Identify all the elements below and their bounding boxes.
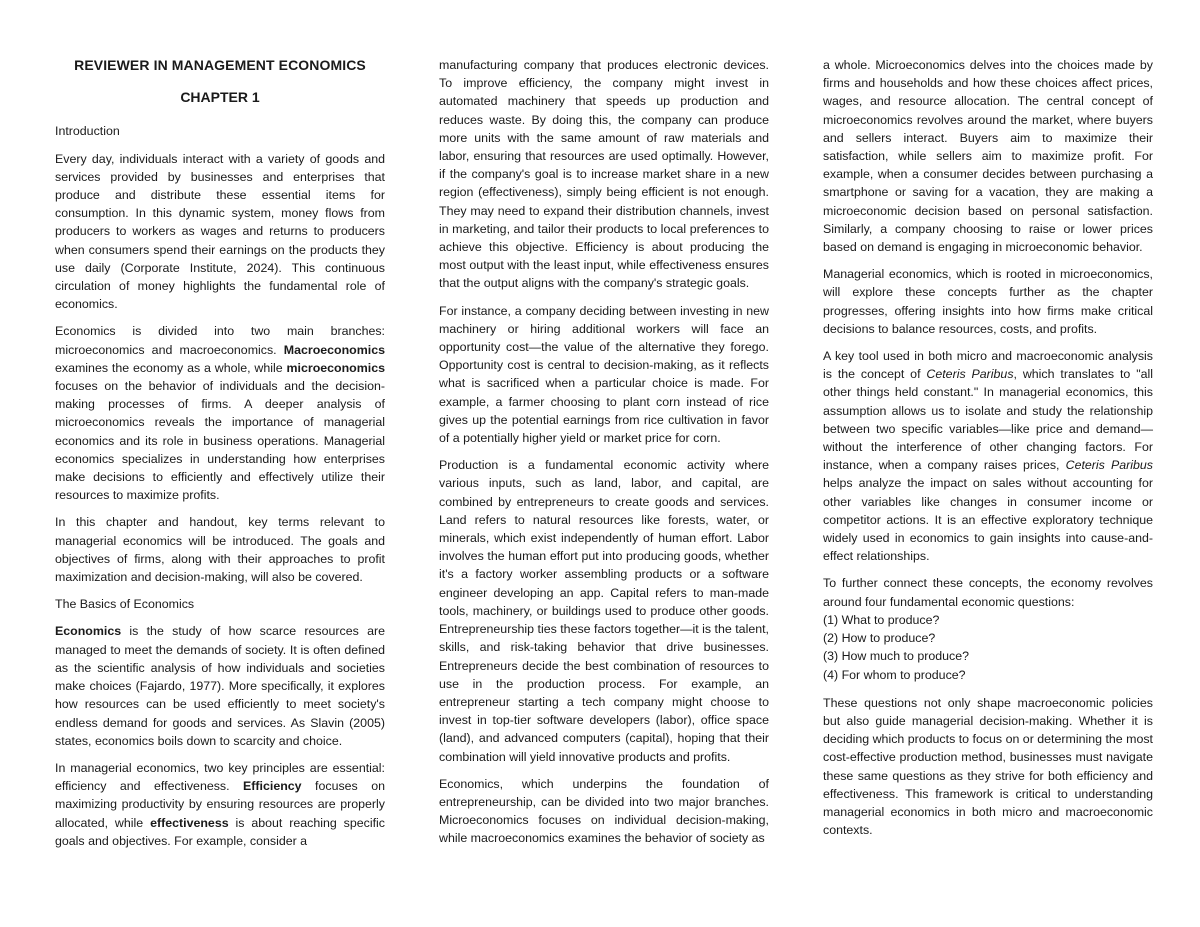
column-2	[439, 56, 769, 927]
term-macroeconomics: Macroeconomics	[283, 342, 385, 357]
term-economics: Economics	[55, 624, 122, 639]
basics-paragraph-2	[55, 759, 385, 850]
text-run: focuses on the behavior of individuals and the decision-making processes of firms. A deeper analysis of microeconomics reveals the importance of managerial economics and its role in business operations. Managerial economics specializes in understanding how enterprises make decisions to efficiently and effectively utilize their resources to maximize profits.	[55, 379, 385, 503]
text-run: , which translates to "all other things held constant." In managerial economics, this assumption allows us to isolate and study the relationship between two specific variables—like price and demand—without the interference of other changing factors. For instance, when a company raises prices,	[823, 367, 1153, 473]
col3-paragraph-3	[823, 347, 1153, 565]
col3-paragraph-4: To further connect these concepts, the economy revolves around four fundamental economic questions:	[823, 576, 1153, 609]
col2-paragraph-3: Production is a fundamental economic activity where various inputs, such as land, labor, and capital, are combined by entrepreneurs to create goods and services. Land refers to natural resources like forests, water, or minerals, which exist independently of human effort. Labor involves the human effort put into producing goods, whether it's a factory worker assembling products or a software engineer developing an app. Capital refers to man-made tools, machinery, or buildings used to produce other goods. Entrepreneurship ties these factors together—it is the talent, skills, and risk-taking behavior that drive businesses. Entrepreneurs decide the best combination of resources to use in the production process. For example, an entrepreneur starting a tech company might choose to invest in top-tier software developers (labor), office space (land), and advanced computers (capital), hoping that their combination will yield innovative products and profits.	[439, 458, 769, 764]
col2-paragraph-4: Economics, which underpins the foundation of entrepreneurship, can be divided into two major branches. Microeconomics focuses on individual decision-making, while macroeconomics examines the behavior of society as	[439, 776, 769, 846]
chapter-heading: CHAPTER 1	[180, 89, 260, 106]
economic-questions-list	[823, 611, 1153, 684]
document-title: REVIEWER IN MANAGEMENT ECONOMICS	[74, 57, 366, 73]
col2-paragraph-1: manufacturing company that produces electronic devices. To improve efficiency, the company might invest in automated machinery that speeds up production and reduces waste. By doing this, the company can produce more units with the same amount of raw materials and labor, ensuring that resources are used optimally. However, if the company's goal is to increase market share in a new region (effectiveness), simply being efficient is not enough. They may need to expand their distribution channels, invest in marketing, and tailor their products to local preferences to achieve this objective. Efficiency is about producing the most output with the least input, while effectiveness ensures that the output aligns with the company's strategic goals.	[439, 58, 769, 291]
text-run: In managerial economics, two key principles are essential: efficiency and effectiveness.	[55, 760, 385, 794]
col2-paragraph-2: For instance, a company deciding between investing in new machinery or hiring additional workers will face an opportunity cost—the value of the alternative they forego. Opportunity cost is central to decision-making, as it reflects what is sacrificed when a particular choice is made. For example, a farmer choosing to plant corn instead of rice gives up the potential earnings from rice cultivation in favor of a potentially higher yield or market price for corn.	[439, 303, 769, 446]
text-run: examines the economy as a whole, while	[55, 360, 287, 375]
text-run: is about reaching specific goals and objectives. For example, consider a	[55, 815, 385, 848]
text-run: helps analyze the impact on sales without accounting for other variables like changes in consumer income or competitor actions. It is an effective exploratory technique widely used in economics to gain insights into cause-and-effect relationships.	[823, 476, 1153, 564]
list-item: (3) How much to produce?	[823, 649, 970, 664]
intro-paragraph-1: Every day, individuals interact with a variety of goods and services provided by businesses and enterprises that produce and distribute these essential items for consumption. In this dynamic system, money flows from producers to workers as wages and returns to producers when consumers spend their earnings on the products they use daily (Corporate Institute, 2024). This continuous circulation of money highlights the fundamental role of economics.	[55, 151, 385, 312]
intro-paragraph-2	[55, 322, 385, 504]
term-ceteris-paribus: Ceteris Paribus	[926, 367, 1014, 382]
column-1	[55, 56, 385, 927]
term-ceteris-paribus: Ceteris Paribus	[1065, 458, 1153, 473]
term-efficiency: Efficiency	[243, 779, 302, 794]
text-run: focuses on maximizing productivity by ensuring resources are properly allocated, while	[55, 779, 385, 830]
text-run: A key tool used in both micro and macroeconomic analysis is the concept of	[823, 349, 1153, 382]
column-3	[823, 56, 1153, 927]
basics-heading: The Basics of Economics	[55, 597, 195, 612]
col3-paragraph-2: Managerial economics, which is rooted in microeconomics, will explore these concepts further as the chapter progresses, offering insights into how firms make critical decisions to balance resources, costs, and profits.	[823, 267, 1153, 336]
list-item: (1) What to produce?	[823, 612, 940, 627]
introduction-heading: Introduction	[55, 124, 120, 139]
col3-paragraph-1: a whole. Microeconomics delves into the choices made by firms and households and how these choices affect prices, wages, and resource allocation. The central concept of microeconomics revolves around the market, where buyers and sellers interact. Buyers aim to maximize their satisfaction, while sellers aim to maximize profit. For example, when a consumer decides between purchasing a smartphone or saving for a vacation, they are making a microeconomic decision based on personal satisfaction. Similarly, a company choosing to raise or lower prices based on demand is engaging in microeconomic behavior.	[823, 58, 1153, 255]
basics-paragraph-1	[55, 622, 385, 749]
col3-paragraph-5: These questions not only shape macroeconomic policies but also guide managerial decision-making. Whether it is deciding which products to focus on or determining the most cost-effective production method, businesses must navigate these same questions as they strive for both efficiency and effectiveness. This framework is critical to understanding managerial economics in both micro and macroeconomic contexts.	[823, 695, 1153, 838]
text-run: Economics is divided into two main branches: microeconomics and macroeconomics.	[55, 324, 385, 357]
intro-paragraph-3: In this chapter and handout, key terms relevant to managerial economics will be introduced. The goals and objectives of firms, along with their approaches to profit maximization and decision-making, will also be covered.	[55, 515, 385, 585]
list-item: (2) How to produce?	[823, 631, 936, 646]
list-item: (4) For whom to produce?	[823, 667, 966, 682]
term-microeconomics: microeconomics	[286, 360, 385, 375]
term-effectiveness: effectiveness	[150, 815, 229, 830]
text-run: is the study of how scarce resources are managed to meet the demands of society. It is often defined as the scientific analysis of how individuals and societies make choices (Fajardo, 1977). More specifically, it explores how resources can be used efficiently to meet society's endless demand for goods and services. As Slavin (2005) states, economics boils down to scarcity and choice.	[55, 624, 385, 748]
